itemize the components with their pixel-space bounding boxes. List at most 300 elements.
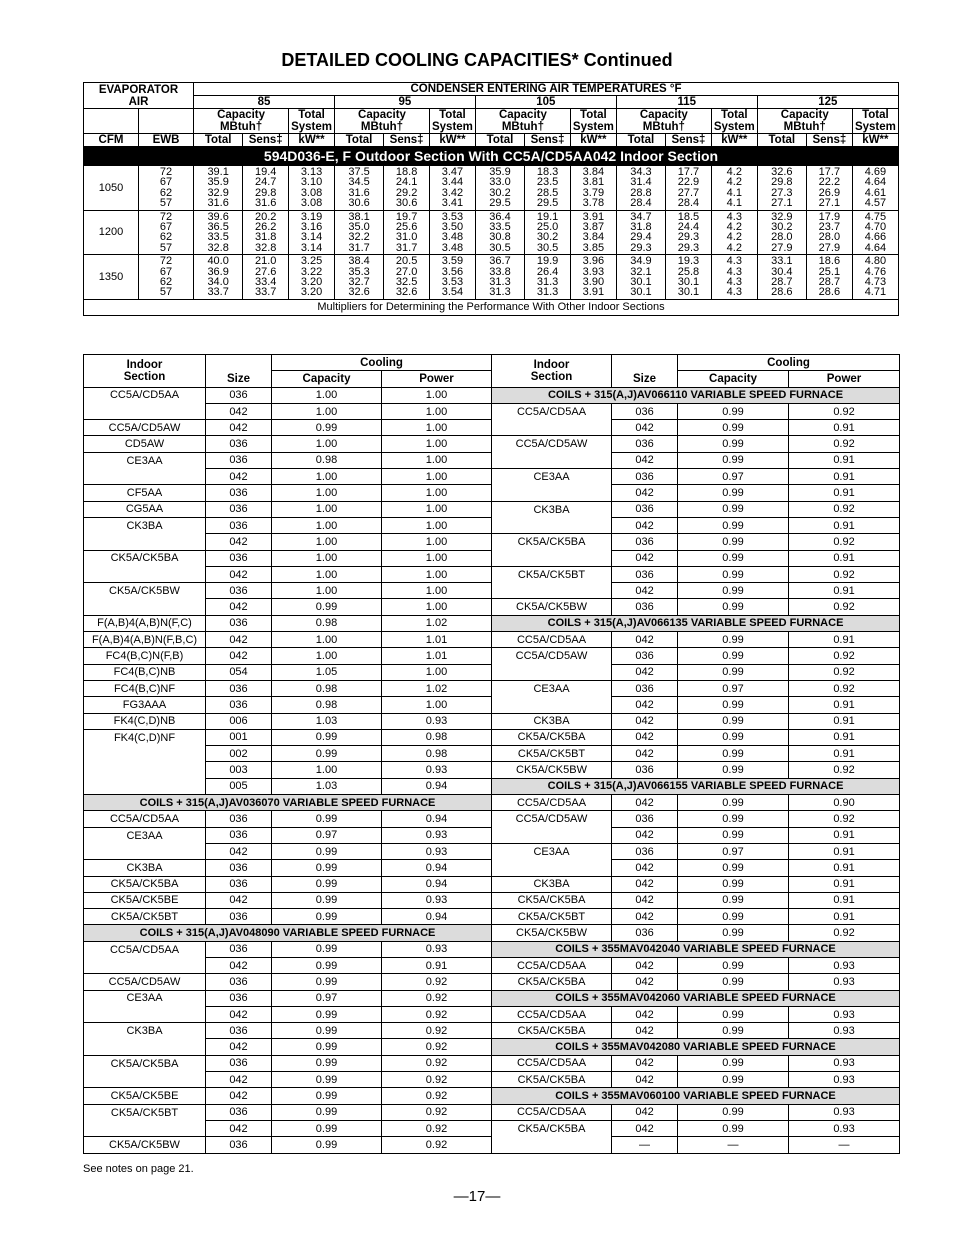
power-value: 0.93	[789, 1120, 900, 1136]
size-value: 036	[206, 387, 272, 403]
ewb-top	[139, 109, 194, 134]
data-value: 3.20	[300, 286, 323, 299]
data-value: 3.44	[441, 176, 464, 189]
capacity-value: 1.00	[272, 436, 382, 452]
power-value: 1.00	[382, 664, 492, 680]
data-value: 28.7	[818, 276, 841, 289]
capacity-value: 0.97	[272, 990, 382, 1006]
capacity-value: 1.00	[272, 583, 382, 599]
indoor-section-header	[84, 355, 206, 388]
table-row	[84, 990, 900, 1006]
data-column	[616, 210, 665, 255]
capacity-value: 0.99	[272, 811, 382, 827]
data-value: 30.2	[489, 186, 511, 199]
kw-header: kW**	[711, 134, 757, 147]
data-value: 4.70	[864, 221, 887, 234]
power-value: 1.00	[382, 485, 492, 501]
power-value: 0.91	[789, 517, 900, 533]
data-value: 19.7	[395, 210, 418, 223]
capacity-value: 0.99	[678, 909, 789, 925]
total-system-header	[289, 109, 335, 134]
power-value: 1.01	[382, 632, 492, 648]
mbtuh-label: MBtuh†	[501, 121, 544, 133]
ewb-value: 72	[159, 166, 173, 178]
data-value: 3.81	[582, 176, 605, 189]
data-column	[616, 166, 665, 211]
size-value: 042	[612, 1104, 678, 1120]
capacity-value: 0.99	[272, 1039, 382, 1055]
data-value: 38.1	[348, 210, 370, 223]
size-value: 042	[612, 957, 678, 973]
size-header: Size	[206, 371, 272, 387]
indoor-section: CC5A/CD5AA	[84, 387, 206, 403]
table-row	[84, 827, 900, 843]
capacity-value: 1.03	[272, 778, 382, 794]
data-value: 3.42	[441, 186, 464, 199]
capacity-value: 0.99	[678, 452, 789, 468]
capacity-value: 0.99	[678, 811, 789, 827]
power-value: 0.93	[789, 1104, 900, 1120]
total-system-header	[430, 109, 476, 134]
indoor-section: F(A,B)4(A,B)N(F,C)	[84, 615, 206, 631]
cooling-capacity-table	[83, 82, 899, 316]
furnace-section-header: COILS + 315(A,J)AV066135 VARIABLE SPEED FURNACE	[492, 615, 900, 631]
power-value: 0.92	[382, 1072, 492, 1088]
capacity-value: 0.99	[272, 1088, 382, 1104]
indoor-section: CE3AA	[492, 843, 612, 859]
data-value: 29.4	[630, 231, 652, 244]
power-value: 0.98	[382, 746, 492, 762]
capacity-value: 0.99	[272, 729, 382, 745]
power-value: 1.00	[382, 697, 492, 713]
capacity-label: Capacity	[217, 109, 266, 121]
capacity-value: 0.99	[272, 909, 382, 925]
data-value: 39.6	[207, 210, 229, 223]
data-column	[666, 210, 712, 255]
data-column	[334, 255, 383, 300]
size-value: 036	[206, 550, 272, 566]
furnace-section-header: COILS + 315(A,J)AV066155 VARIABLE SPEED FURNACE	[492, 778, 900, 794]
furnace-section-header: COILS + 355MAV042080 VARIABLE SPEED FURNACE	[492, 1039, 900, 1055]
capacity-value: 1.00	[272, 469, 382, 485]
capacity-value: 1.00	[272, 632, 382, 648]
indoor-section: CC5A/CD5AA	[84, 941, 206, 957]
power-value: 0.92	[382, 1088, 492, 1104]
data-column	[334, 166, 383, 211]
power-value: 0.92	[382, 1137, 492, 1153]
data-value: 3.54	[441, 286, 464, 299]
size-value: 042	[206, 1006, 272, 1022]
data-value: 4.75	[864, 210, 887, 223]
data-value: 4.2	[726, 241, 742, 254]
capacity-value: 0.99	[272, 1072, 382, 1088]
capacity-value: 0.99	[678, 648, 789, 664]
capacity-value: 0.99	[272, 941, 382, 957]
size-value: 036	[612, 843, 678, 859]
power-header: Power	[382, 371, 492, 387]
data-value: 3.56	[441, 265, 464, 278]
sens-header: Sens‡	[384, 134, 430, 147]
power-value: 0.91	[382, 957, 492, 973]
indoor-section: CK5A/CK5BA	[492, 892, 612, 908]
data-value: 30.2	[771, 221, 793, 234]
capacity-value: 0.99	[272, 599, 382, 615]
data-value: 34.3	[630, 166, 652, 178]
size-value: 042	[612, 632, 678, 648]
power-value: 0.93	[382, 892, 492, 908]
data-value: 32.6	[395, 286, 418, 299]
capacity-value: 0.99	[678, 1072, 789, 1088]
data-value: 4.2	[726, 231, 742, 244]
ewb-value: 72	[159, 255, 173, 268]
evap-air-label2: AIR	[128, 95, 149, 108]
capacity-value: 1.05	[272, 664, 382, 680]
total-system-header	[711, 109, 757, 134]
data-value: 30.1	[677, 286, 700, 299]
capacity-value: 0.98	[272, 615, 382, 631]
data-value: 36.5	[207, 221, 229, 234]
table-row	[84, 1006, 900, 1022]
indoor-section: CK5A/CK5BW	[492, 762, 612, 778]
indoor-section: CE3AA	[492, 469, 612, 485]
size-value: 036	[206, 1055, 272, 1071]
data-value: 32.1	[630, 265, 652, 278]
indoor-section: CK5A/CK5BA	[492, 974, 612, 990]
capacity-value: 0.99	[678, 1055, 789, 1071]
ewb-value: 57	[159, 197, 173, 210]
power-value: 0.93	[382, 941, 492, 957]
data-value: 18.5	[677, 210, 700, 223]
indoor-section	[84, 762, 206, 778]
indoor-section	[492, 697, 612, 713]
size-value: 002	[206, 746, 272, 762]
data-column	[806, 255, 852, 300]
table-row	[84, 974, 900, 990]
data-value: 4.2	[726, 166, 742, 178]
data-column	[757, 210, 806, 255]
data-value: 29.5	[489, 197, 511, 210]
indoor-section	[84, 1072, 206, 1088]
table-row	[84, 550, 900, 566]
indoor-section: CC5A/CD5AA	[492, 795, 612, 811]
size-value: —	[612, 1137, 678, 1153]
indoor-section	[492, 517, 612, 533]
size-value: 042	[612, 827, 678, 843]
capacity-value: 1.00	[272, 566, 382, 582]
size-value: 042	[206, 843, 272, 859]
table-row	[84, 746, 900, 762]
data-value: 24.4	[677, 221, 700, 234]
ewb-values	[139, 255, 194, 300]
indoor-section	[84, 957, 206, 973]
power-value: 0.93	[789, 957, 900, 973]
data-value: 34.7	[630, 210, 652, 223]
total-header: Total	[194, 134, 243, 147]
capacity-value: 1.00	[272, 550, 382, 566]
evap-air-label: EVAPORATOR	[98, 83, 179, 96]
size-value: 036	[206, 1023, 272, 1039]
data-value: 3.13	[300, 166, 323, 178]
capacity-value: 1.00	[272, 648, 382, 664]
data-column	[475, 166, 524, 211]
table-row	[84, 420, 900, 436]
indoor-section: CK5A/CK5BW	[492, 925, 612, 941]
data-value: 4.57	[864, 197, 887, 210]
data-value: 26.9	[818, 186, 841, 199]
capacity-value: 0.99	[678, 876, 789, 892]
table-row	[84, 1137, 900, 1153]
data-value: 27.1	[771, 197, 793, 210]
size-value: 042	[206, 1088, 272, 1104]
data-column	[570, 210, 616, 255]
power-value: —	[789, 1137, 900, 1153]
data-value: 36.4	[489, 210, 511, 223]
total-system-header	[570, 109, 616, 134]
data-value: 30.1	[630, 286, 652, 299]
power-value: 0.91	[789, 469, 900, 485]
table-row	[84, 1023, 900, 1039]
data-value: 28.8	[630, 186, 652, 199]
indoor-label: Indoor	[126, 358, 163, 371]
indoor-section	[84, 599, 206, 615]
capacity-value: 0.99	[678, 583, 789, 599]
size-value: 042	[612, 1006, 678, 1022]
table-row	[84, 664, 900, 680]
data-value: 37.5	[348, 166, 370, 178]
capacity-value: 0.98	[272, 452, 382, 468]
data-column	[289, 255, 335, 300]
data-value: 27.6	[254, 265, 277, 278]
indoor-section: FK4(C,D)NB	[84, 713, 206, 729]
data-column	[711, 166, 757, 211]
data-column	[289, 166, 335, 211]
data-value: 4.64	[864, 241, 887, 254]
data-value: 26.2	[254, 221, 277, 234]
page-number: —17—	[453, 1188, 501, 1205]
data-column	[852, 255, 898, 300]
capacity-value: 0.99	[678, 1006, 789, 1022]
indoor-section: CK5A/CK5BT	[84, 909, 206, 925]
data-value: 31.3	[536, 286, 559, 299]
data-column	[194, 255, 243, 300]
power-value: 0.92	[789, 566, 900, 582]
power-value: 0.91	[789, 452, 900, 468]
indoor-section: CK5A/CK5BA	[492, 1072, 612, 1088]
capacity-value: 0.99	[272, 1137, 382, 1153]
data-value: 3.91	[582, 210, 605, 223]
indoor-section	[492, 827, 612, 843]
data-value: 31.6	[207, 197, 229, 210]
temp-header: 115	[616, 96, 757, 109]
indoor-section	[492, 550, 612, 566]
power-value: 0.91	[789, 583, 900, 599]
data-value: 31.8	[254, 231, 277, 244]
data-value: 32.5	[395, 276, 418, 289]
data-value: 19.1	[536, 210, 559, 223]
table-row	[84, 566, 900, 582]
size-value: 054	[206, 664, 272, 680]
power-value: 0.93	[789, 1006, 900, 1022]
capacity-value: 0.99	[678, 697, 789, 713]
data-value: 3.79	[582, 186, 605, 199]
table-row	[84, 811, 900, 827]
power-value: 0.93	[382, 843, 492, 859]
data-column	[384, 255, 430, 300]
data-value: 29.8	[254, 186, 277, 199]
capacity-value: 1.03	[272, 713, 382, 729]
capacity-value: 0.99	[272, 892, 382, 908]
furnace-section-header: COILS + 355MAV042040 VARIABLE SPEED FURNACE	[492, 941, 900, 957]
data-column	[430, 255, 476, 300]
size-value: 001	[206, 729, 272, 745]
table-row	[84, 876, 900, 892]
data-value: 27.3	[771, 186, 793, 199]
capacity-value: 0.99	[678, 632, 789, 648]
power-value: 0.94	[382, 778, 492, 794]
indoor-section: CC5A/CD5AA	[492, 1055, 612, 1071]
data-value: 29.3	[630, 241, 652, 254]
data-value: 22.2	[818, 176, 841, 189]
data-column	[570, 255, 616, 300]
power-value: 0.91	[789, 713, 900, 729]
capacity-header	[475, 109, 570, 134]
data-value: 30.1	[630, 276, 652, 289]
data-value: 33.8	[489, 265, 511, 278]
data-value: 3.25	[300, 255, 323, 268]
capacity-value: 0.99	[678, 566, 789, 582]
data-column	[384, 166, 430, 211]
table-row	[84, 517, 900, 533]
data-value: 3.48	[441, 241, 464, 254]
data-value: 3.78	[582, 197, 605, 210]
capacity-value: 0.99	[678, 892, 789, 908]
data-value: 27.9	[771, 241, 793, 254]
ewb-value: 67	[159, 176, 173, 189]
indoor-section: CK5A/CK5BT	[492, 746, 612, 762]
size-value: 036	[206, 501, 272, 517]
power-value: 0.92	[382, 1104, 492, 1120]
data-value: 33.5	[207, 231, 229, 244]
total-label: Total	[439, 109, 466, 121]
data-value: 19.9	[536, 255, 559, 268]
total-header: Total	[757, 134, 806, 147]
size-value: 036	[612, 501, 678, 517]
data-value: 4.80	[864, 255, 887, 268]
temp-header: 85	[194, 96, 335, 109]
data-value: 4.2	[726, 176, 742, 189]
data-value: 28.6	[771, 286, 793, 299]
data-value: 18.8	[395, 166, 418, 178]
data-value: 4.3	[726, 210, 742, 223]
size-value: 042	[612, 550, 678, 566]
data-value: 25.1	[818, 265, 841, 278]
system-label: System	[854, 121, 896, 133]
size-value: 036	[206, 1104, 272, 1120]
temp-header: 95	[334, 96, 475, 109]
total-header: Total	[616, 134, 665, 147]
furnace-section-header: COILS + 355MAV060100 VARIABLE SPEED FURNACE	[492, 1088, 900, 1104]
mbtuh-label: MBtuh†	[642, 121, 685, 133]
capacity-value: 0.97	[678, 469, 789, 485]
data-value: 3.85	[582, 241, 605, 254]
capacity-value: 0.99	[678, 1023, 789, 1039]
power-value: 0.91	[789, 876, 900, 892]
power-value: 0.93	[789, 1023, 900, 1039]
table-row	[84, 860, 900, 876]
ewb-value: 57	[159, 286, 173, 299]
capacity-value: 0.99	[272, 746, 382, 762]
capacity-header: Capacity	[272, 371, 382, 387]
data-value: 28.4	[630, 197, 652, 210]
data-value: 32.9	[771, 210, 793, 223]
capacity-label: Capacity	[639, 109, 688, 121]
power-value: 0.92	[789, 762, 900, 778]
power-value: 0.92	[789, 925, 900, 941]
table-row	[84, 680, 900, 696]
data-column	[570, 166, 616, 211]
power-value: 1.00	[382, 501, 492, 517]
power-value: 0.91	[789, 892, 900, 908]
capacity-value: 0.97	[272, 827, 382, 843]
indoor-section: CK5A/CK5BE	[84, 1088, 206, 1104]
kw-header: kW**	[430, 134, 476, 147]
table-row	[84, 387, 900, 403]
table-row	[84, 615, 900, 631]
data-value: 32.6	[771, 166, 793, 178]
size-value: 036	[612, 469, 678, 485]
capacity-value: 0.99	[272, 1023, 382, 1039]
mbtuh-label: MBtuh†	[783, 121, 826, 133]
data-value: 30.8	[489, 231, 511, 244]
capacity-value: 1.00	[272, 762, 382, 778]
total-label: Total	[862, 109, 889, 121]
data-value: 17.7	[677, 166, 700, 178]
data-value: 3.47	[441, 166, 464, 178]
data-value: 3.14	[300, 241, 323, 254]
data-value: 32.8	[254, 241, 277, 254]
size-value: 036	[206, 697, 272, 713]
condenser-header: CONDENSER ENTERING AIR TEMPERATURES °F	[194, 83, 899, 96]
power-value: 1.00	[382, 599, 492, 615]
data-value: 32.9	[207, 186, 229, 199]
data-value: 3.53	[441, 276, 464, 289]
data-column	[757, 255, 806, 300]
power-value: 0.92	[382, 1120, 492, 1136]
capacity-value: 0.99	[678, 534, 789, 550]
indoor-section: CK5A/CK5BA	[84, 550, 206, 566]
power-value: 0.92	[382, 1039, 492, 1055]
indoor-section: CD5AW	[84, 436, 206, 452]
capacity-value: 0.98	[272, 697, 382, 713]
data-value: 40.0	[207, 255, 229, 268]
capacity-value: 0.99	[678, 974, 789, 990]
size-value: 036	[206, 827, 272, 843]
sens-header: Sens‡	[806, 134, 852, 147]
indoor-section: CK3BA	[84, 860, 206, 876]
indoor-section	[492, 452, 612, 468]
data-value: 31.0	[395, 231, 418, 244]
capacity-value: 0.99	[678, 517, 789, 533]
indoor-section: CE3AA	[492, 680, 612, 696]
indoor-section: FC4(B,C)NB	[84, 664, 206, 680]
power-value: 0.92	[382, 1006, 492, 1022]
data-value: 33.7	[207, 286, 229, 299]
table-row	[84, 957, 900, 973]
size-value: 042	[612, 1120, 678, 1136]
power-value: 0.98	[382, 729, 492, 745]
power-value: 0.92	[382, 1023, 492, 1039]
system-label: System	[572, 121, 614, 133]
